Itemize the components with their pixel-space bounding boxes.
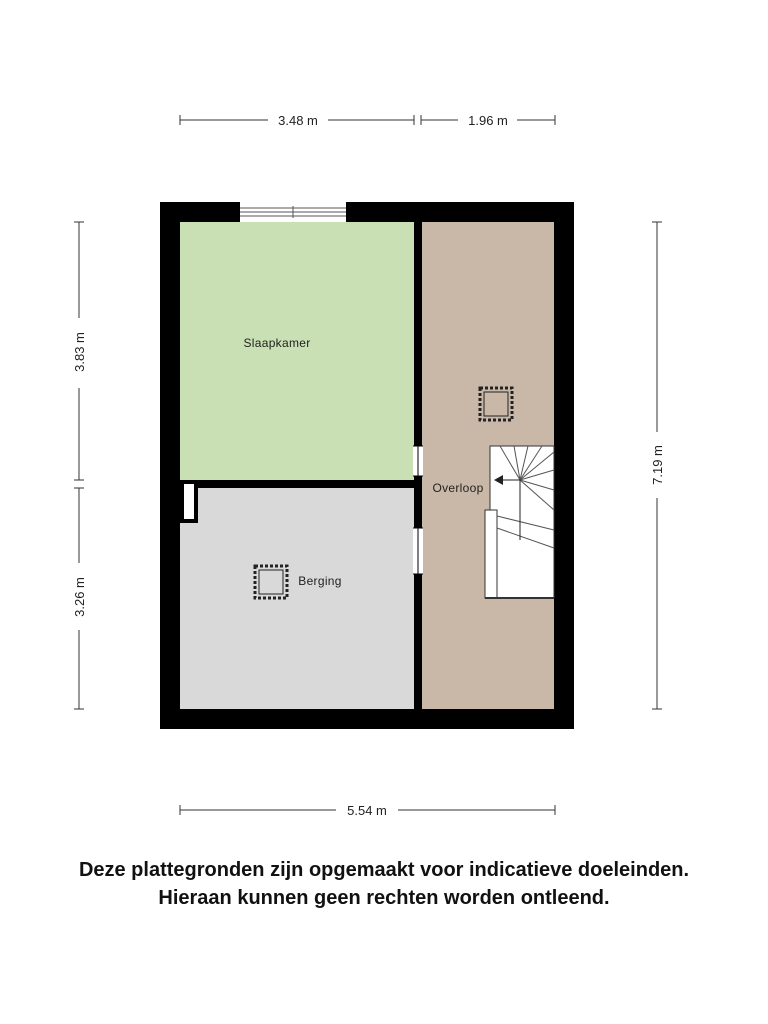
- disclaimer-line-1: Deze plattegronden zijn opgemaakt voor indicatieve doeleinden.: [78, 859, 690, 881]
- door-berging: [413, 528, 423, 574]
- disclaimer-line-2: Hieraan kunnen geen rechten worden ontleend.: [158, 887, 610, 909]
- dimension-left: [72, 222, 87, 709]
- dim-top-left-label: 3.48 m: [278, 113, 318, 128]
- room-label-berging: Berging: [298, 574, 342, 588]
- dimension-bottom: [180, 803, 555, 818]
- dim-left-top-label: 3.83 m: [72, 332, 87, 372]
- room-slaapkamer: [180, 222, 414, 480]
- room-label-slaapkamer: Slaapkamer: [243, 336, 311, 350]
- dim-left-bottom-label: 3.26 m: [72, 577, 87, 617]
- dim-right-label: 7.19 m: [650, 445, 665, 485]
- dimension-top: [180, 113, 555, 128]
- room-berging: [180, 488, 414, 709]
- window: [232, 202, 354, 222]
- dim-top-right-label: 1.96 m: [468, 113, 508, 128]
- dim-bottom-label: 5.54 m: [347, 803, 387, 818]
- dimension-right: [650, 222, 665, 709]
- staircase: [485, 446, 554, 598]
- closet-opening: [184, 484, 194, 519]
- door-slaapkamer: [413, 446, 423, 476]
- room-label-overloop: Overloop: [432, 481, 484, 495]
